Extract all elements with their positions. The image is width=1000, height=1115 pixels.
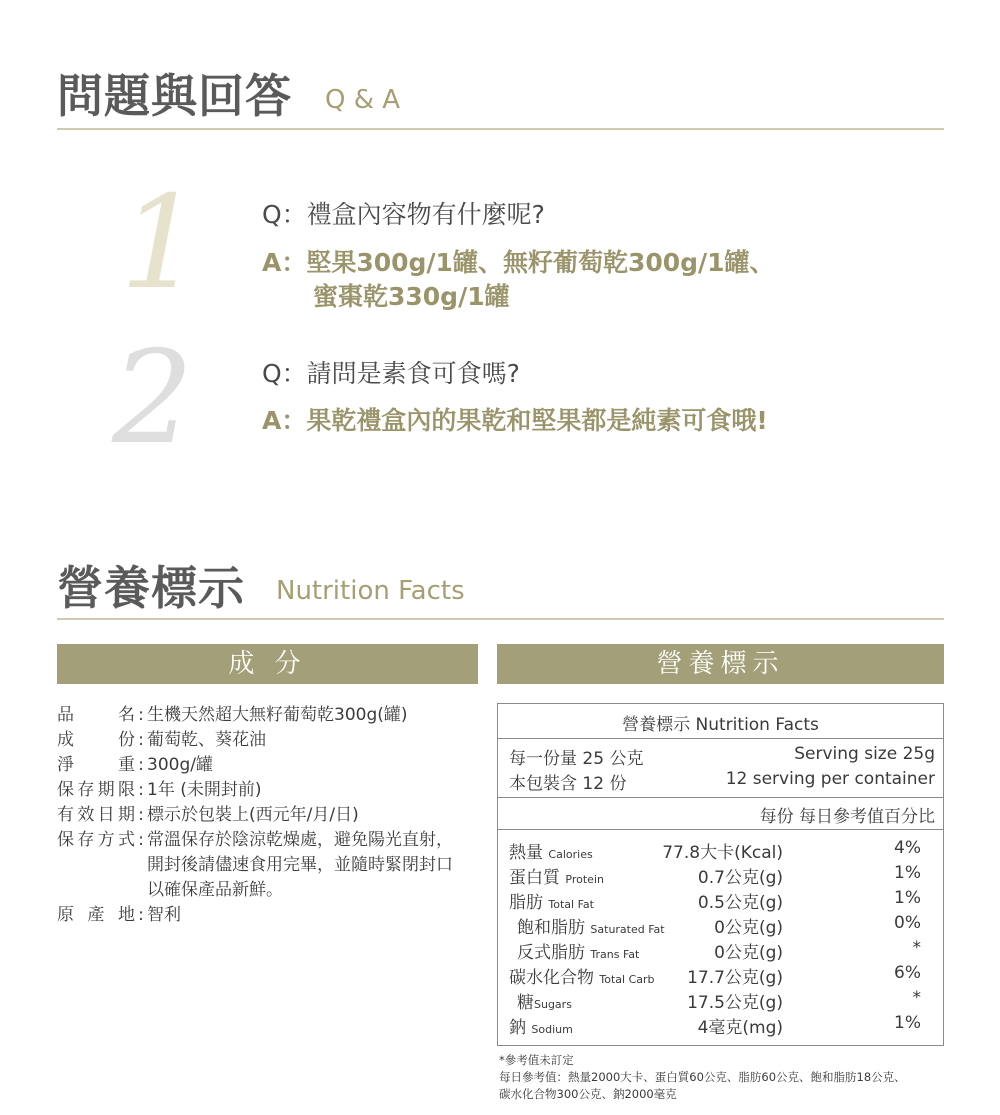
ingredient-label: 保存方式	[57, 830, 135, 850]
nutrient-name	[509, 1013, 573, 1038]
colon: :	[138, 805, 144, 825]
ingredient-value: 300g/罐	[147, 755, 213, 775]
ingredient-value: 1年 (未開封前)	[147, 780, 262, 800]
nutrient-en: Total Carb	[599, 973, 655, 986]
nutrient-daily-value: 1%	[894, 888, 921, 908]
table-divider	[498, 829, 943, 830]
qa-number-2: 2	[112, 324, 194, 473]
table-divider	[498, 797, 943, 798]
nutrient-amount: 4毫克(mg)	[697, 1018, 783, 1038]
facts-header: 營養標示	[497, 644, 944, 684]
nutrient-amount: 77.8大卡(Kcal)	[662, 843, 783, 863]
ingredient-value: 葡萄乾、葵花油	[147, 730, 266, 750]
nutrient-row	[498, 886, 943, 911]
ingredient-row	[57, 903, 482, 928]
serving-size-zh: 每一份量 25 公克	[509, 749, 644, 769]
nutrient-name	[509, 963, 655, 988]
colon: :	[138, 830, 144, 850]
servings-per-container-zh: 本包裝含 12 份	[509, 774, 627, 794]
ingredient-continuation: 以確保產品新鮮。	[147, 880, 283, 900]
nutrient-daily-value: *	[912, 938, 921, 958]
nutrient-zh: 糖	[517, 993, 534, 1013]
nutrient-en: Protein	[565, 873, 604, 886]
nutrient-daily-value: 6%	[894, 963, 921, 983]
nutrient-name	[517, 988, 572, 1013]
nutrient-name	[517, 913, 665, 938]
nutrient-daily-value: 1%	[894, 1013, 921, 1033]
nutrient-daily-value: 0%	[894, 913, 921, 933]
nutrient-daily-value: *	[912, 988, 921, 1008]
nutrient-row	[498, 986, 943, 1011]
nutrient-amount: 0公克(g)	[714, 918, 783, 938]
ingredient-row	[57, 803, 482, 828]
nutrient-zh: 碳水化合物	[509, 968, 594, 988]
qa-question-1: Q：禮盒內容物有什麼呢?	[262, 200, 545, 229]
nutrient-row	[498, 836, 943, 861]
nutrient-en: Saturated Fat	[590, 923, 665, 936]
nutrient-row	[498, 1011, 943, 1036]
nutrient-row	[498, 861, 943, 886]
ingredient-continuation: 開封後請儘速食用完畢，並隨時緊閉封口	[147, 855, 453, 875]
nutrient-name	[509, 838, 593, 863]
nutrient-zh: 熱量	[509, 843, 543, 863]
nutrient-name	[509, 863, 604, 888]
nutrition-divider	[57, 618, 944, 620]
nutrient-name	[517, 938, 639, 963]
colon: :	[138, 705, 144, 725]
qa-title: 問題與回答	[57, 69, 292, 123]
colon: :	[138, 780, 144, 800]
qa-answer-2: A：果乾禮盒內的果乾和堅果都是純素可食哦!	[262, 406, 768, 435]
ingredient-value: 常溫保存於陰涼乾燥處，避免陽光直射，	[147, 830, 453, 850]
nutrient-en: Trans Fat	[590, 948, 640, 961]
qa-answer-1-cont: 蜜棗乾330g/1罐	[313, 282, 510, 311]
nutrient-amount: 0.5公克(g)	[697, 893, 783, 913]
nutrient-daily-value: 1%	[894, 863, 921, 883]
nutrient-amount: 17.5公克(g)	[687, 993, 783, 1013]
ingredient-value: 標示於包裝上(西元年/月/日)	[147, 805, 359, 825]
daily-value-header: 每份 每日參考值百分比	[759, 807, 935, 827]
nutrient-zh: 鈉	[509, 1018, 526, 1038]
ingredient-label: 成份	[57, 730, 135, 750]
nutrition-subtitle: Nutrition Facts	[276, 576, 465, 606]
qa-subtitle: Q & A	[325, 85, 401, 115]
ingredient-row	[57, 728, 482, 753]
nutrient-zh: 脂肪	[509, 893, 543, 913]
nutrition-footnotes	[499, 1052, 959, 1103]
nutrient-en: Sugars	[534, 998, 572, 1011]
footnote: 碳水化合物300公克、鈉2000毫克	[499, 1087, 677, 1101]
nutrient-amount: 0.7公克(g)	[697, 868, 783, 888]
nutrient-daily-value: 4%	[894, 838, 921, 858]
facts-table-title: 營養標示 Nutrition Facts	[622, 715, 819, 735]
ingredient-label: 有效日期	[57, 805, 135, 825]
nutrition-title: 營養標示	[57, 561, 245, 615]
nutrient-amount: 0公克(g)	[714, 943, 783, 963]
qa-question-2: Q：請問是素食可食嗎?	[262, 359, 520, 388]
nutrient-row	[498, 911, 943, 936]
colon: :	[138, 755, 144, 775]
ingredient-value: 智利	[147, 905, 181, 925]
qa-number-1: 1	[120, 169, 202, 318]
ingredient-row	[57, 828, 482, 853]
ingredients-list	[57, 703, 482, 928]
ingredient-label: 原產地	[57, 905, 135, 925]
footnote: *參考值未訂定	[499, 1053, 574, 1067]
nutrient-en: Sodium	[531, 1023, 573, 1036]
ingredient-label: 保存期限	[57, 780, 135, 800]
nutrient-zh: 蛋白質	[509, 868, 560, 888]
table-divider	[498, 738, 943, 739]
qa-answer-1: A：堅果300g/1罐、無籽葡萄乾300g/1罐、	[262, 248, 775, 277]
qa-divider	[57, 128, 944, 130]
ingredient-row	[57, 703, 482, 728]
nutrient-en: Calories	[548, 848, 593, 861]
nutrient-row	[498, 961, 943, 986]
nutrient-row	[498, 936, 943, 961]
nutrient-en: Total Fat	[548, 898, 594, 911]
colon: :	[138, 905, 144, 925]
ingredient-row	[57, 778, 482, 803]
servings-per-container-en: 12 serving per container	[725, 769, 935, 789]
nutrient-name	[509, 888, 594, 913]
nutrition-facts-table	[497, 703, 944, 1046]
ingredient-label: 品名	[57, 705, 135, 725]
footnote: 每日參考值：熱量2000大卡、蛋白質60公克、脂肪60公克、飽和脂肪18公克、	[499, 1070, 906, 1084]
colon: :	[138, 730, 144, 750]
serving-size-en: Serving size 25g	[794, 744, 935, 764]
nutrient-rows	[498, 836, 943, 1036]
nutrient-zh: 飽和脂肪	[517, 918, 585, 938]
ingredient-row	[57, 753, 482, 778]
ingredient-value: 生機天然超大無籽葡萄乾300g(罐)	[147, 705, 408, 725]
nutrient-amount: 17.7公克(g)	[687, 968, 783, 988]
nutrient-zh: 反式脂肪	[517, 943, 585, 963]
ingredient-label: 淨重	[57, 755, 135, 775]
ingredients-header: 成 分	[57, 644, 478, 684]
